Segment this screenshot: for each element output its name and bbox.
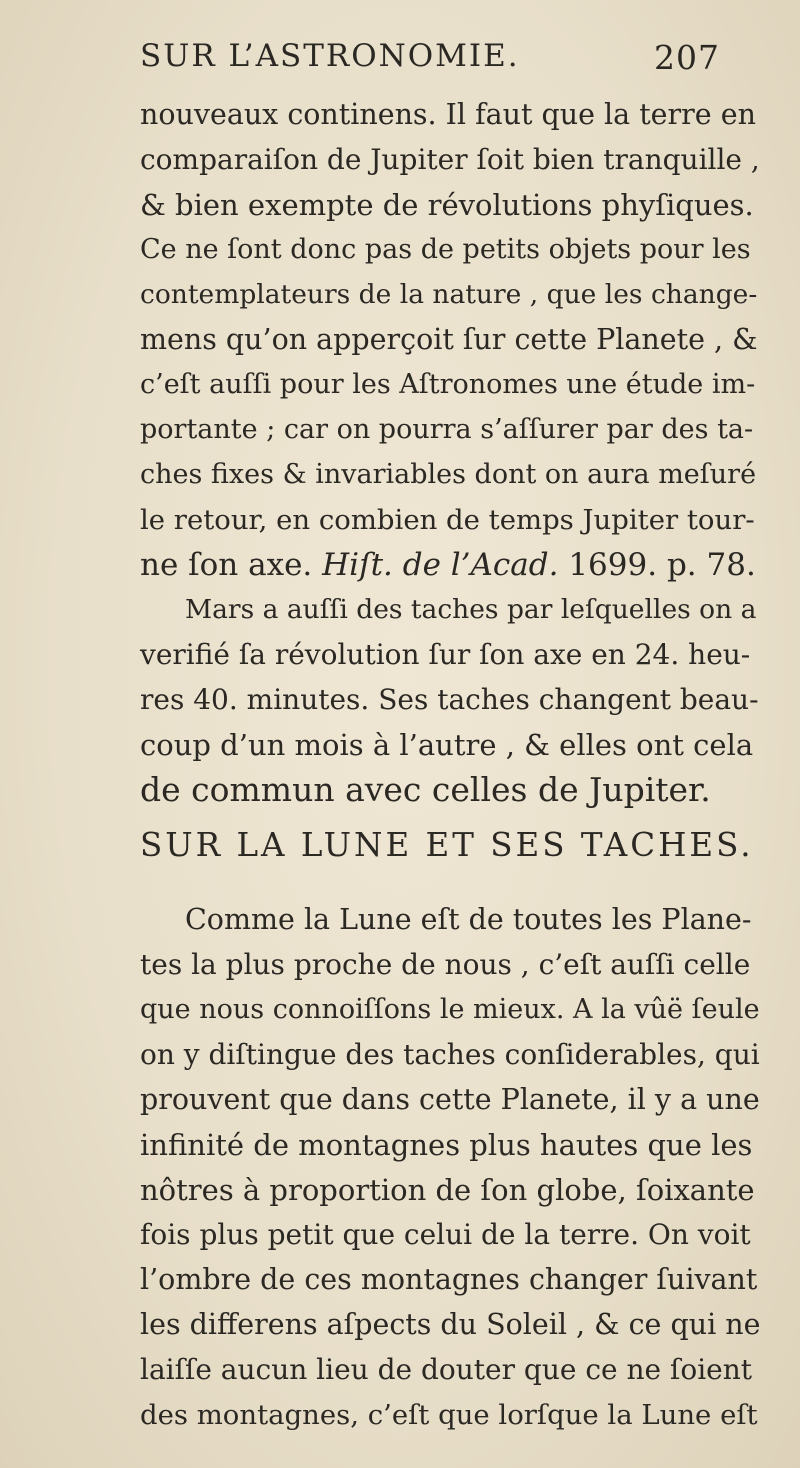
text-line: Ce ne ſont donc pas de petits objets pour les — [140, 234, 751, 265]
text-line: verifié ſa révolution ſur ſon axe en 24. heu- — [140, 638, 751, 671]
citation-reference: 1699. p. 78. — [558, 547, 756, 583]
text-line: res 40. minutes. Ses taches changent beau- — [140, 683, 759, 716]
text-line: fois plus petit que celui de la terre. On voit — [140, 1218, 751, 1251]
text-line: mens qu’on apperçoit ſur cette Planete , & — [140, 323, 758, 356]
text-line: contemplateurs de la nature , que les change- — [140, 279, 758, 310]
section-heading: SUR LA LUNE ET SES TACHES. — [140, 826, 754, 864]
text-line: nouveaux continens. Il faut que la terre en — [140, 98, 756, 131]
text-line: le retour, en combien de temps Jupiter tour- — [140, 504, 755, 536]
citation-lead: ne ſon axe. — [140, 547, 323, 583]
text-line: les differens aſpects du Soleil , & ce qui ne — [140, 1308, 761, 1341]
text-line: on y diſtingue des taches conſiderables, qui — [140, 1038, 760, 1071]
page-number: 207 — [654, 38, 720, 77]
text-line: c’eſt auſſi pour les Aſtronomes une étude im- — [140, 369, 756, 400]
text-line: de commun avec celles de Jupiter. — [140, 770, 711, 809]
page-header — [140, 38, 720, 88]
text-line: l’ombre de ces montagnes changer ſuivant — [140, 1263, 758, 1296]
citation-source: Hiſt. de l’Acad. — [322, 547, 559, 583]
text-line: comparaiſon de Jupiter ſoit bien tranquille , — [140, 143, 760, 176]
text-line: infinité de montagnes plus hautes que les — [140, 1128, 753, 1162]
text-line: prouvent que dans cette Planete, il y a une — [140, 1083, 760, 1116]
text-line: des montagnes, c’eſt que lorſque la Lune eſt — [140, 1399, 758, 1431]
text-line: que nous connoiſſons le mieux. A la vûë ſeule — [140, 994, 760, 1025]
text-line: Mars a auſſi des taches par leſquelles on a — [185, 594, 757, 625]
running-title: SUR L’ASTRONOMIE. — [140, 38, 520, 74]
text-line: tes la plus proche de nous , c’eſt auſſi celle — [140, 948, 751, 981]
text-line-citation — [140, 545, 756, 585]
text-line: laiſſe aucun lieu de douter que ce ne ſoient — [140, 1353, 753, 1386]
text-line: coup d’un mois à l’autre , & elles ont cela — [140, 728, 754, 762]
text-line: portante ; car on pourra s’aſſurer par des ta- — [140, 414, 754, 445]
text-line: Comme la Lune eſt de toutes les Plane- — [185, 903, 752, 936]
text-line: ches fixes & invariables dont on aura meſuré — [140, 459, 757, 490]
text-line: & bien exempte de révolutions phyſiques. — [140, 188, 754, 222]
text-line: nôtres à proportion de ſon globe, ſoixante — [140, 1173, 755, 1207]
